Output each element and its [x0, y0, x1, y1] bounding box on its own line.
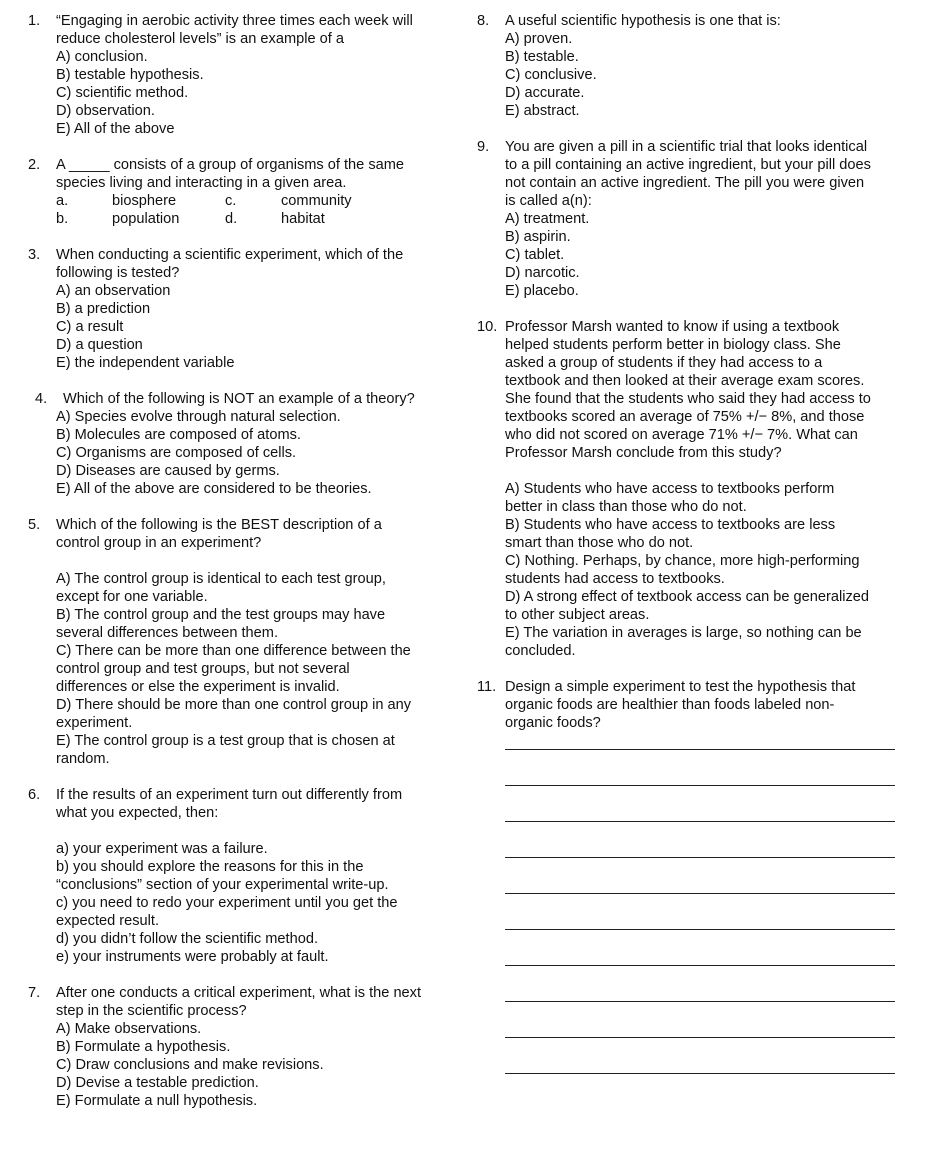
answer-option: d) you didn’t follow the scientific method. [56, 931, 319, 947]
question-stem: You are given a pill in a scientific trial that looks identical [505, 139, 868, 155]
spacer [56, 552, 458, 570]
question-stem: control group in an experiment? [56, 535, 262, 551]
spacer [56, 822, 458, 840]
answer-option: E) placebo. [505, 283, 579, 299]
question-9 [477, 138, 907, 300]
answer-option: better in class than those who do not. [505, 499, 747, 515]
answer-option: B) Formulate a hypothesis. [56, 1039, 231, 1055]
answer-option: B) Students who have access to textbooks are less [505, 517, 836, 533]
question-stem: textbooks scored an average of 75% +/− 8%, and those [505, 409, 865, 425]
answer-line[interactable] [505, 786, 895, 822]
question-stem: After one conducts a critical experiment, what is the next [56, 985, 422, 1001]
question-8 [477, 12, 907, 120]
question-11 [477, 678, 907, 1074]
fill-in-blank: _____ [68, 157, 110, 173]
question-2 [28, 156, 458, 228]
answer-option: A) proven. [505, 31, 573, 47]
answer-option: A) Make observations. [56, 1021, 202, 1037]
answer-option: A) Students who have access to textbooks perform [505, 481, 835, 497]
answer-option: D) observation. [56, 103, 155, 119]
choice-grid [56, 192, 458, 228]
answer-option: differences or else the experiment is invalid. [56, 679, 340, 695]
question-stem: “Engaging in aerobic activity three times each week will [56, 13, 413, 29]
answer-lines [505, 732, 907, 1074]
answer-option: expected result. [56, 913, 160, 929]
answer-option: “conclusions” section of your experimental write-up. [56, 877, 389, 893]
choice-text: population [112, 211, 180, 227]
answer-option: B) The control group and the test groups may have [56, 607, 386, 623]
answer-option: C) Nothing. Perhaps, by chance, more high-performing [505, 553, 860, 569]
answer-line[interactable] [505, 1038, 895, 1074]
answer-option: random. [56, 751, 110, 767]
question-stem: is called a(n): [505, 193, 592, 209]
answer-line[interactable] [505, 930, 895, 966]
answer-line[interactable] [505, 858, 895, 894]
answer-option: several differences between them. [56, 625, 279, 641]
question-4 [28, 390, 458, 498]
answer-option: a) your experiment was a failure. [56, 841, 268, 857]
answer-option: D) Diseases are caused by germs. [56, 463, 280, 479]
question-stem: step in the scientific process? [56, 1003, 247, 1019]
question-number: 3. [28, 247, 41, 263]
answer-option: E) abstract. [505, 103, 580, 119]
answer-option: D) There should be more than one control group in any [56, 697, 412, 713]
choice-text: biosphere [112, 193, 177, 209]
question-stem: A useful scientific hypothesis is one that is: [505, 13, 781, 29]
question-number: 10. [477, 319, 498, 335]
question-1 [28, 12, 458, 138]
question-stem: reduce cholesterol levels” is an example of a [56, 31, 344, 47]
answer-option: D) Devise a testable prediction. [56, 1075, 259, 1091]
question-stem: species living and interacting in a given area. [56, 175, 347, 191]
question-stem: textbook and then looked at their average exam scores. [505, 373, 865, 389]
question-stem: organic foods? [505, 715, 601, 731]
answer-option: E) Formulate a null hypothesis. [56, 1093, 258, 1109]
answer-option: A) The control group is identical to each test group, [56, 571, 386, 587]
question-number: 5. [28, 517, 41, 533]
answer-option: students had access to textbooks. [505, 571, 725, 587]
answer-option: e) your instruments were probably at fault. [56, 949, 329, 965]
answer-option: C) a result [56, 319, 124, 335]
choice-text: habitat [281, 211, 325, 227]
question-number: 9. [477, 139, 490, 155]
answer-option: experiment. [56, 715, 133, 731]
answer-option: C) scientific method. [56, 85, 189, 101]
answer-option: A) Species evolve through natural selection. [56, 409, 341, 425]
answer-option: B) aspirin. [505, 229, 571, 245]
answer-option: C) Organisms are composed of cells. [56, 445, 297, 461]
question-number: 4. [35, 391, 48, 407]
choice-text: community [281, 193, 352, 209]
answer-option: D) accurate. [505, 85, 585, 101]
question-number: 1. [28, 13, 41, 29]
question-stem: Professor Marsh conclude from this study? [505, 445, 782, 461]
question-10 [477, 318, 907, 660]
answer-line[interactable] [505, 1002, 895, 1038]
question-stem: not contain an active ingredient. The pill you were given [505, 175, 865, 191]
answer-option: C) tablet. [505, 247, 565, 263]
answer-option: A) conclusion. [56, 49, 148, 65]
question-number: 8. [477, 13, 490, 29]
question-stem: helped students perform better in biology class. She [505, 337, 841, 353]
question-stem: asked a group of students if they had access to a [505, 355, 823, 371]
answer-line[interactable] [505, 732, 895, 750]
answer-option: concluded. [505, 643, 576, 659]
answer-option: smart than those who do not. [505, 535, 694, 551]
answer-line[interactable] [505, 966, 895, 1002]
answer-option: C) There can be more than one difference between the [56, 643, 411, 659]
answer-line[interactable] [505, 750, 895, 786]
answer-option: D) narcotic. [505, 265, 580, 281]
choice-letter: a. [56, 193, 69, 209]
answer-option: E) All of the above [56, 121, 175, 137]
answer-option: C) Draw conclusions and make revisions. [56, 1057, 324, 1073]
answer-option: B) a prediction [56, 301, 151, 317]
right-column [477, 12, 907, 1092]
answer-option: except for one variable. [56, 589, 208, 605]
answer-option: B) Molecules are composed of atoms. [56, 427, 301, 443]
answer-line[interactable] [505, 822, 895, 858]
left-column [28, 12, 458, 1128]
question-number: 6. [28, 787, 41, 803]
answer-option: b) you should explore the reasons for this in the [56, 859, 364, 875]
answer-option: A) an observation [56, 283, 171, 299]
question-stem: Which of the following is the BEST description of a [56, 517, 382, 533]
stem-text: A [56, 157, 69, 173]
answer-option: E) the independent variable [56, 355, 235, 371]
question-5 [28, 516, 458, 768]
choice-letter: c. [225, 193, 237, 209]
answer-option: E) The variation in averages is large, so nothing can be [505, 625, 862, 641]
question-6 [28, 786, 458, 966]
question-number: 2. [28, 157, 41, 173]
question-number: 7. [28, 985, 41, 1001]
question-7 [28, 984, 458, 1110]
answer-option: to other subject areas. [505, 607, 650, 623]
answer-option: control group and test groups, but not several [56, 661, 350, 677]
answer-option: B) testable. [505, 49, 579, 65]
choice-letter: d. [225, 211, 238, 227]
spacer [505, 462, 907, 480]
question-stem: to a pill containing an active ingredient, but your pill does [505, 157, 871, 173]
question-stem: Professor Marsh wanted to know if using a textbook [505, 319, 840, 335]
question-stem: what you expected, then: [56, 805, 219, 821]
question-stem: organic foods are healthier than foods labeled non- [505, 697, 835, 713]
choice-letter: b. [56, 211, 69, 227]
question-stem: following is tested? [56, 265, 180, 281]
stem-text: consists of a group of organisms of the same [109, 157, 405, 173]
question-stem: who did not scored on average 71% +/− 7%. What can [505, 427, 858, 443]
answer-option: D) A strong effect of textbook access can be generalized [505, 589, 869, 605]
answer-option: c) you need to redo your experiment until you get the [56, 895, 398, 911]
question-stem: Which of the following is NOT an example of a theory? [63, 391, 415, 407]
answer-option: D) a question [56, 337, 143, 353]
question-3 [28, 246, 458, 372]
question-stem: She found that the students who said they had access to [505, 391, 871, 407]
answer-option: B) testable hypothesis. [56, 67, 204, 83]
question-stem [56, 156, 458, 174]
question-stem: Design a simple experiment to test the hypothesis that [505, 679, 856, 695]
question-stem: If the results of an experiment turn out differently from [56, 787, 403, 803]
answer-option: A) treatment. [505, 211, 590, 227]
question-number: 11. [477, 679, 497, 695]
answer-option: E) The control group is a test group that is chosen at [56, 733, 395, 749]
answer-line[interactable] [505, 894, 895, 930]
answer-option: C) conclusive. [505, 67, 597, 83]
question-stem: When conducting a scientific experiment, which of the [56, 247, 404, 263]
answer-option: E) All of the above are considered to be theories. [56, 481, 372, 497]
